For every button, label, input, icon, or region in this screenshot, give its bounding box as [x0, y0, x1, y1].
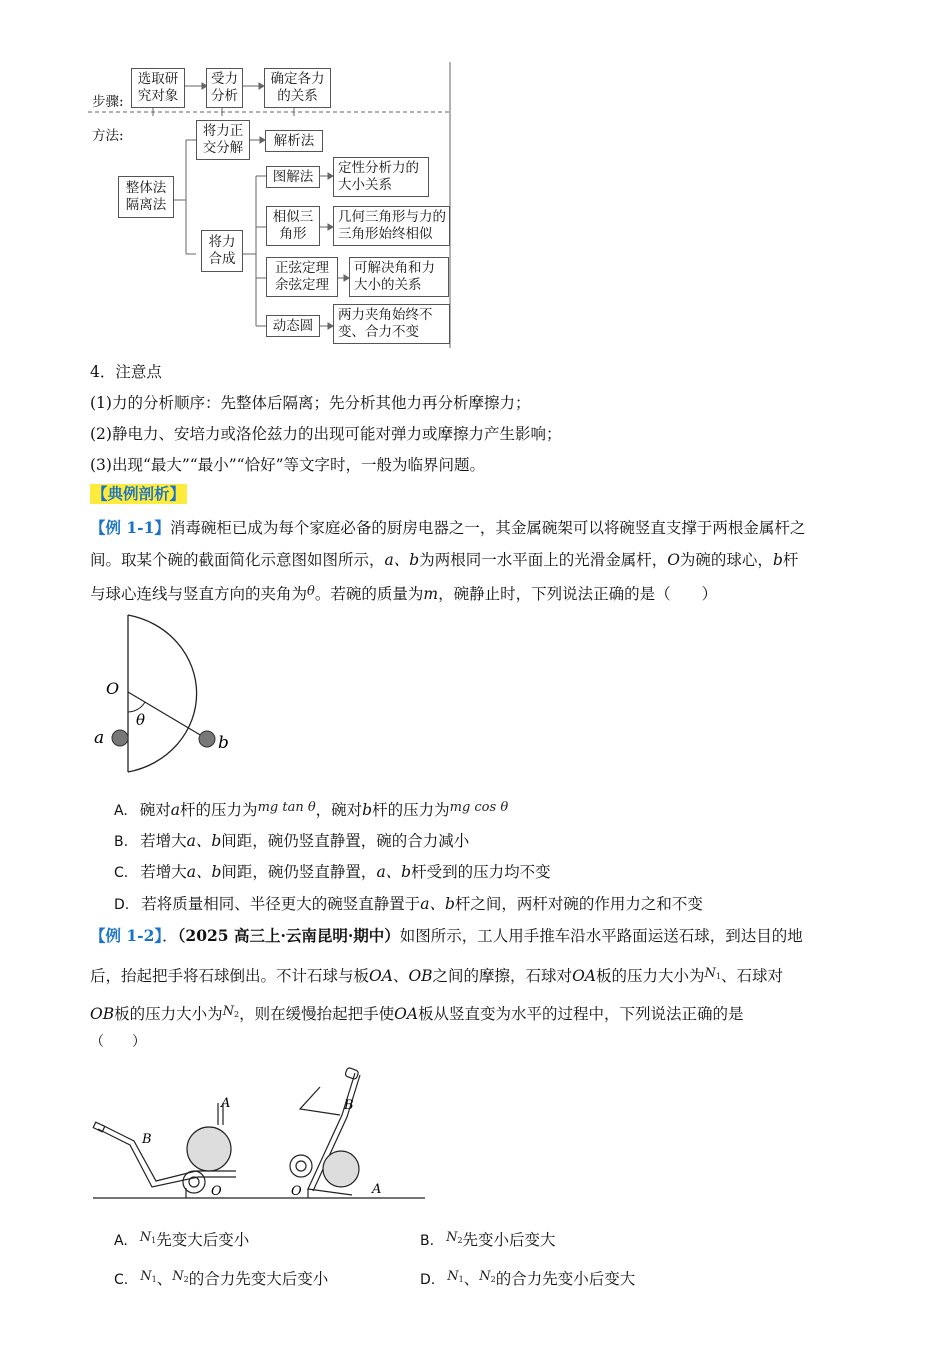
ex2-option-a-letter: A.	[114, 1233, 128, 1249]
ex1-opt-a-a: a	[170, 801, 181, 819]
ex1-b: b	[772, 551, 783, 569]
note-3: (3)出现“最大”“最小”“恰好”等文字时，一般为临界问题。	[90, 456, 486, 474]
graphic-method-desc: 定性分析力的 大小关系	[333, 157, 429, 197]
ex2-option-c-letter: C.	[114, 1272, 129, 1288]
ex2-N2-sub: 2	[234, 1010, 240, 1019]
ex2-opt-c-subb: 2	[183, 1275, 189, 1284]
ex1-opt-a-b: b	[362, 801, 373, 819]
steps-label: 步骤:	[92, 94, 124, 110]
step-determine-relation: 确定各力 的关系	[264, 68, 331, 108]
ex2-opt-d-comma: 、	[463, 1270, 480, 1288]
ex1-text-2c: 为碗的球心，	[679, 551, 773, 569]
ex2-opt-a-sub: 1	[151, 1236, 157, 1245]
ex1-option-b[interactable]	[114, 831, 469, 852]
ex2-OB: OB	[408, 967, 433, 985]
ex1-option-c[interactable]	[114, 862, 551, 883]
orthogonal-decomposition-box: 将力正 交分解	[196, 120, 250, 160]
ex1-opt-d-ab: a、b	[420, 895, 455, 913]
ex2-opt-d-subb: 2	[490, 1275, 496, 1284]
ex1-line2	[90, 550, 860, 570]
ex2-line4	[90, 1032, 860, 1052]
ex2-line3	[90, 1002, 860, 1025]
ex1-opt-c-t2: 间距，碗仍竖直静置，	[221, 863, 377, 881]
ex2-OB-2: OB	[90, 1005, 115, 1023]
method-label: 方法:	[92, 128, 124, 144]
ex1-O: O	[667, 551, 680, 569]
note-2: (2)静电力、安培力或洛伦兹力的出现可能对弹力或摩擦力产生影响；	[90, 425, 562, 443]
fig2-label-B2: B	[344, 1098, 354, 1113]
wheelbarrow-figure	[90, 1065, 430, 1205]
dynamic-circle-box: 动态圆	[266, 315, 320, 337]
bowl-arc	[128, 615, 197, 772]
ex1-text-1: 消毒碗柜已成为每个家庭必备的厨房电器之一，其金属碗架可以将碗竖直支撑于两根金属杆之	[169, 519, 806, 537]
notes-title: 4．注意点	[90, 363, 162, 381]
fig2-label-A2: A	[372, 1182, 382, 1197]
ex1-line3	[90, 582, 860, 604]
ex2-tag: 【例 1-2】	[90, 926, 163, 945]
ex1-opt-a-formula1: mg tan θ	[257, 800, 316, 815]
ex2-OA-2: OA	[572, 967, 596, 985]
ex2-opt-a-text: 先变大后变小	[156, 1231, 250, 1249]
ex2-text-2a: 后，抬起把手将石球倒出。不计石球与板	[90, 967, 370, 985]
bowl-figure	[90, 612, 240, 777]
ex2-opt-b-sub: 2	[457, 1236, 463, 1245]
ex1-ab: a、b	[384, 551, 420, 569]
section-heading: 【典例剖析】	[92, 484, 186, 503]
ex2-text-3b: ，则在缓慢抬起把手使	[239, 1005, 395, 1023]
ex1-opt-b-t2: 间距，碗仍竖直静置，碗的合力减小	[221, 832, 470, 850]
rod-a	[112, 730, 128, 746]
fig2-label-B1: B	[142, 1132, 152, 1147]
ex1-line1	[90, 518, 860, 538]
ex1-option-a[interactable]	[114, 798, 508, 821]
ex2-line1	[90, 926, 860, 946]
ex2-opt-d-suba: 1	[458, 1275, 464, 1284]
ex2-opt-a-N: N	[139, 1230, 152, 1245]
fig2-label-A1: A	[221, 1096, 231, 1111]
fig-label-O: O	[106, 679, 120, 698]
fig2-label-O1: O	[211, 1184, 222, 1199]
graphic-method-box: 图解法	[266, 166, 320, 188]
fig-label-b: b	[218, 733, 229, 753]
ex2-opt-c-suba: 1	[151, 1275, 157, 1284]
ex2-opt-c-Na: N	[140, 1269, 152, 1284]
ex2-opt-c-text: 的合力先变大后变小	[188, 1270, 329, 1288]
ex2-text-2b: 之间的摩擦，石球对	[432, 967, 573, 985]
fig-label-a: a	[94, 728, 105, 748]
ex1-theta: θ	[307, 584, 315, 599]
ex1-opt-b-t1: 若增大	[140, 832, 187, 850]
ex1-opt-c-ab2: a、b	[376, 863, 412, 881]
ex2-opt-d-Na: N	[447, 1269, 459, 1284]
ex1-text-2d: 杆	[782, 551, 799, 569]
ex2-opt-c-N1	[140, 1269, 156, 1284]
ex1-option-a-letter: A.	[114, 803, 128, 819]
ex2-option-a[interactable]	[114, 1228, 249, 1251]
ex1-text-2b: 为两根同一水平面上的光滑金属杆，	[419, 551, 668, 569]
ex2-opt-b-N: N	[446, 1230, 458, 1245]
ex1-option-c-letter: C.	[114, 865, 129, 881]
ex2-opt-b-N2	[446, 1230, 462, 1245]
force-composition-box: 将力 合成	[201, 230, 243, 272]
ex2-opt-b-text: 先变小后变大	[462, 1231, 556, 1249]
ex2-option-c[interactable]	[114, 1267, 328, 1290]
ex1-text-2a: 间。取某个碗的截面简化示意图如图所示，	[90, 551, 385, 569]
ex2-N1-letter: N	[704, 966, 716, 981]
ex2-text-3c: 板从竖直变为水平的过程中，下列说法正确的是	[418, 1005, 744, 1023]
ex1-opt-c-ab: a、b	[186, 863, 222, 881]
ex2-opt-d-Nb: N	[479, 1269, 491, 1284]
ex2-text-2d: 、石球对	[720, 967, 783, 985]
ex2-text-1: 如图所示，工人用手推车沿水平路面运送石球，到达目的地	[399, 927, 803, 945]
ex2-dot: ．	[162, 927, 178, 945]
stone-ball-1	[187, 1127, 231, 1171]
step-select-object: 选取研 究对象	[131, 68, 185, 108]
ex1-opt-a-t2: 杆的压力为	[180, 801, 258, 819]
fig2-label-O2: O	[291, 1184, 302, 1199]
ex1-opt-b-ab: a、b	[186, 832, 222, 850]
ex1-opt-a-t3: ，碗对	[315, 801, 363, 819]
ex1-text-3c: ，碗静止时，下列说法正确的是（ ）	[438, 585, 718, 603]
rod-b	[199, 731, 215, 747]
dynamic-circle-desc: 两力夹角始终不 变、合力不变	[333, 304, 450, 344]
ex2-opt-d-text: 的合力先变小后变大	[495, 1270, 636, 1288]
ex1-opt-c-t1: 若增大	[140, 863, 187, 881]
ex2-option-d[interactable]	[420, 1267, 635, 1290]
ex1-opt-c-t3: 杆受到的压力均不变	[411, 863, 551, 881]
ex1-opt-a-formula2: mg cos θ	[449, 800, 509, 815]
ex2-text-4: （ ）	[90, 1034, 146, 1050]
ex1-tag: 【例 1-1】	[90, 518, 170, 537]
ex2-opt-c-Nb: N	[172, 1269, 184, 1284]
ex2-source: （2025 高三上·云南昆明·期中）	[177, 926, 400, 945]
ex1-text-3b: 。若碗的质量为	[314, 585, 424, 603]
ex2-OA-3: OA	[394, 1005, 419, 1023]
ex2-opt-c-N2	[172, 1269, 188, 1284]
ex1-option-d[interactable]	[114, 894, 703, 915]
ex2-N1-sub: 1	[715, 972, 721, 981]
ex1-opt-d-t1: 若将质量相同、半径更大的碗竖直静置于	[141, 895, 421, 913]
ex1-opt-d-t2: 杆之间，两杆对碗的作用力之和不变	[454, 895, 703, 913]
ex2-OA: OA	[369, 967, 393, 985]
ex1-opt-a-t4: 杆的压力为	[372, 801, 450, 819]
similar-triangle-box: 相似三 角形	[266, 206, 320, 246]
stone-ball-2	[323, 1151, 359, 1187]
sine-cosine-desc: 可解决角和力 大小的关系	[349, 257, 449, 297]
section-heading-wrap	[90, 484, 187, 504]
similar-triangle-desc: 几何三角形与力的 三角形始终相似	[333, 206, 450, 246]
ex2-N1	[704, 966, 720, 981]
ex1-m: m	[423, 585, 439, 603]
ex2-opt-d-N1	[447, 1269, 463, 1284]
note-1: (1)力的分析顺序：先整体后隔离；先分析其他力再分析摩擦力；	[90, 394, 531, 412]
ex2-opt-d-N2	[479, 1269, 495, 1284]
ex2-option-b-letter: B.	[420, 1233, 435, 1249]
ex1-option-b-letter: B.	[114, 834, 129, 850]
whole-isolation-box: 整体法 隔离法	[118, 176, 174, 218]
fig-label-theta: θ	[136, 711, 146, 729]
ex2-opt-a-N1	[140, 1230, 156, 1245]
ex2-line2: 后，抬起把手将石球倒出。不计石球与板OA、OB之间的摩擦，石球对OA板的压力大小为$^{N_1}$、石球对	[90, 966, 783, 985]
ex1-opt-a-t1: 碗对	[139, 801, 171, 819]
method-flowchart	[88, 60, 458, 350]
ex1-option-d-letter: D.	[114, 897, 130, 913]
ex2-option-d-letter: D.	[420, 1272, 436, 1288]
ex2-text-3a: 板的压力大小为	[114, 1005, 223, 1023]
step-force-analysis: 受力 分析	[206, 68, 243, 108]
ex2-text-2c: 板的压力大小为	[595, 967, 705, 985]
ex2-N2	[223, 1004, 239, 1019]
analytic-method-box: 解析法	[265, 130, 323, 152]
sine-cosine-box: 正弦定理 余弦定理	[266, 257, 338, 297]
ex1-text-3a: 与球心连线与竖直方向的夹角为	[90, 585, 308, 603]
ex2-opt-c-comma: 、	[156, 1270, 173, 1288]
ex2-N2-letter: N	[222, 1004, 234, 1019]
ex2-option-b[interactable]	[420, 1228, 556, 1251]
